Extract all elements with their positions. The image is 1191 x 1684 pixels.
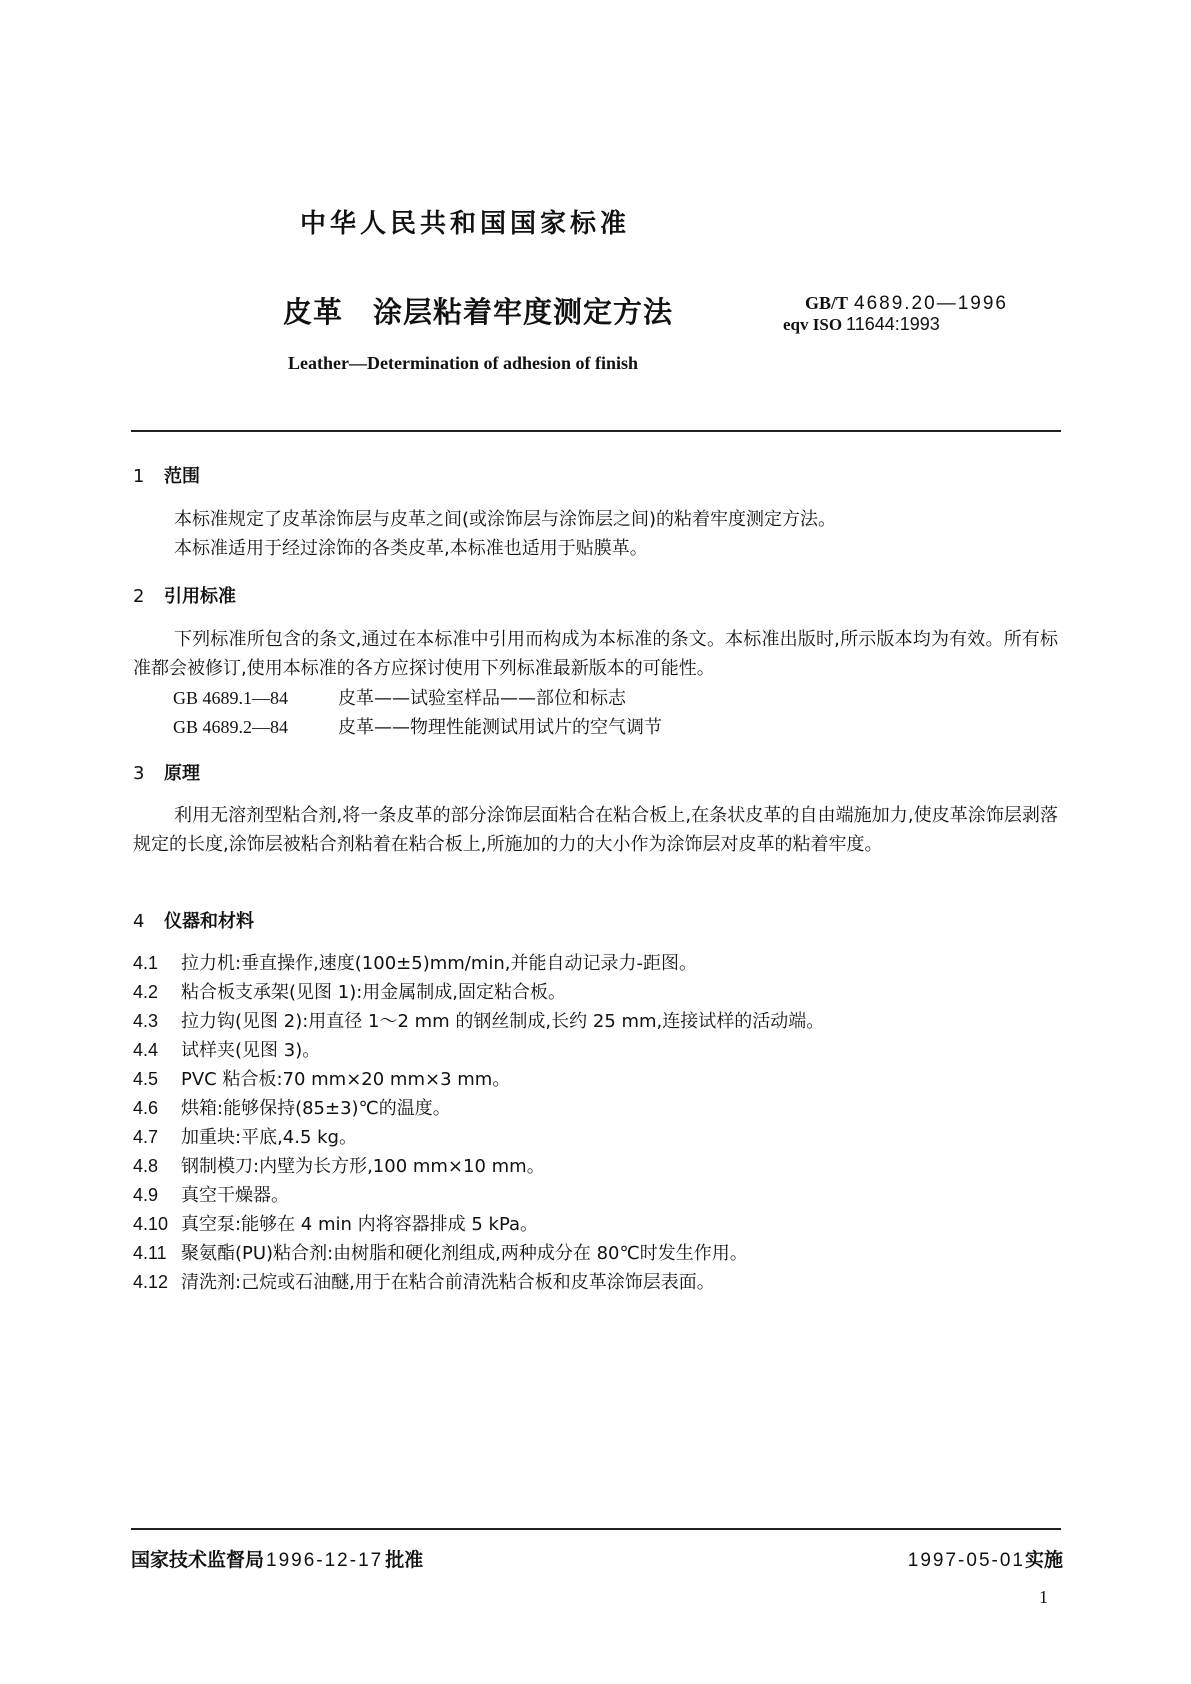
- list-item: [133, 978, 566, 1004]
- reference-item: [173, 713, 662, 739]
- page-number: 1: [1039, 1587, 1048, 1607]
- list-item: [133, 1123, 357, 1149]
- effective-line: [908, 1545, 1063, 1572]
- item-text: 聚氨酯(PU)粘合剂:由树脂和硬化剂组成,两种成分在 80℃时发生作用。: [181, 1243, 748, 1264]
- section-3-heading: [133, 759, 200, 785]
- item-number: 4.11: [133, 1243, 167, 1263]
- approval-date: 1996-12-17: [266, 1550, 384, 1571]
- standard-prefix: GB/T: [805, 293, 849, 313]
- header-divider: [131, 430, 1061, 432]
- item-number: 4.12: [133, 1272, 169, 1292]
- item-text: 真空泵:能够在 4 min 内将容器排成 5 kPa。: [181, 1214, 539, 1235]
- item-number: 4.7: [133, 1127, 159, 1147]
- item-number: 4.1: [133, 953, 159, 973]
- equivalent-number: 11644:1993: [846, 314, 940, 334]
- list-item: [133, 1094, 451, 1120]
- item-number: 4.4: [133, 1040, 159, 1060]
- section-1-paragraph-1: 本标准规定了皮革涂饰层与皮革之间(或涂饰层与涂饰层之间)的粘着牢度测定方法。: [174, 509, 837, 530]
- item-text: 拉力钩(见图 2):用直径 1～2 mm 的钢丝制成,长约 25 mm,连接试样的活动端。: [181, 1011, 825, 1032]
- list-item: [133, 949, 697, 975]
- item-number: 4.3: [133, 1011, 159, 1031]
- footer-divider: [131, 1528, 1061, 1530]
- effective-suffix: 实施: [1024, 1549, 1063, 1571]
- reference-title: 皮革——试验室样品——部位和标志: [338, 688, 626, 709]
- english-title: Leather—Determination of adhesion of finish: [288, 353, 638, 373]
- section-title: 仪器和材料: [164, 911, 254, 932]
- section-number: 1: [133, 466, 145, 487]
- reference-code: GB 4689.2—84: [173, 717, 289, 737]
- reference-title: 皮革——物理性能测试用试片的空气调节: [338, 717, 662, 738]
- equivalent-standard: [783, 314, 940, 335]
- approval-line: [131, 1545, 423, 1572]
- approver: 国家技术监督局: [131, 1549, 265, 1571]
- list-item: [133, 1152, 545, 1178]
- list-item: [133, 1268, 715, 1294]
- item-text: 粘合板支承架(见图 1):用金属制成,固定粘合板。: [181, 982, 567, 1003]
- document-title: 皮革 涂层粘着牢度测定方法: [283, 295, 674, 329]
- item-number: 4.2: [133, 982, 159, 1002]
- item-text: 钢制模刀:内壁为长方形,100 mm×10 mm。: [181, 1156, 545, 1177]
- section-2-paragraph-1: 下列标准所包含的条文,通过在本标准中引用而构成为本标准的条文。本标准出版时,所示版本均为有效。所有标准都会被修订,使用本标准的各方应探讨使用下列标准最新版本的可能性。: [133, 629, 1058, 679]
- national-standard-heading: 中华人民共和国国家标准: [300, 209, 631, 239]
- item-text: 清洗剂:己烷或石油醚,用于在粘合前清洗粘合板和皮革涂饰层表面。: [181, 1272, 715, 1293]
- section-2-heading: [133, 582, 236, 608]
- item-number: 4.5: [133, 1069, 159, 1089]
- section-3-paragraph-1: 利用无溶剂型粘合剂,将一条皮革的部分涂饰层面粘合在粘合板上,在条状皮革的自由端施加力,使皮革涂饰层剥落规定的长度,涂饰层被粘合剂粘着在粘合板上,所施加的力的大小作为涂饰层对皮革的粘着牢度。: [133, 805, 1058, 855]
- reference-code: GB 4689.1—84: [173, 688, 289, 708]
- equivalent-prefix: eqv ISO: [783, 315, 843, 334]
- item-text: PVC 粘合板:70 mm×20 mm×3 mm。: [181, 1069, 511, 1090]
- standard-number: [805, 293, 1008, 315]
- section-title: 引用标准: [164, 586, 236, 607]
- list-item: [133, 1181, 289, 1207]
- item-text: 拉力机:垂直操作,速度(100±5)mm/min,并能自动记录力-距图。: [181, 953, 698, 974]
- list-item: [133, 1007, 824, 1033]
- section-1-heading: [133, 462, 200, 488]
- item-number: 4.8: [133, 1156, 159, 1176]
- list-item: [133, 1239, 748, 1265]
- item-number: 4.9: [133, 1185, 159, 1205]
- list-item: [133, 1065, 510, 1091]
- item-text: 试样夹(见图 3)。: [181, 1040, 321, 1061]
- section-title: 原理: [164, 763, 200, 784]
- item-text: 加重块:平底,4.5 kg。: [181, 1127, 357, 1148]
- list-item: [133, 1210, 538, 1236]
- section-4-heading: [133, 907, 254, 933]
- reference-item: [173, 684, 626, 710]
- section-1-paragraph-2: 本标准适用于经过涂饰的各类皮革,本标准也适用于贴膜革。: [174, 538, 648, 559]
- item-number: 4.6: [133, 1098, 159, 1118]
- item-text: 烘箱:能够保持(85±3)℃的温度。: [181, 1098, 451, 1119]
- standard-number-value: 4689.20—1996: [854, 293, 1008, 314]
- item-text: 真空干燥器。: [181, 1185, 289, 1206]
- effective-date: 1997-05-01: [907, 1550, 1025, 1571]
- approval-suffix: 批准: [385, 1549, 424, 1571]
- section-number: 2: [133, 586, 145, 607]
- list-item: [133, 1036, 320, 1062]
- section-number: 3: [133, 763, 145, 784]
- item-number: 4.10: [133, 1214, 169, 1234]
- section-title: 范围: [164, 466, 200, 487]
- section-number: 4: [133, 911, 145, 932]
